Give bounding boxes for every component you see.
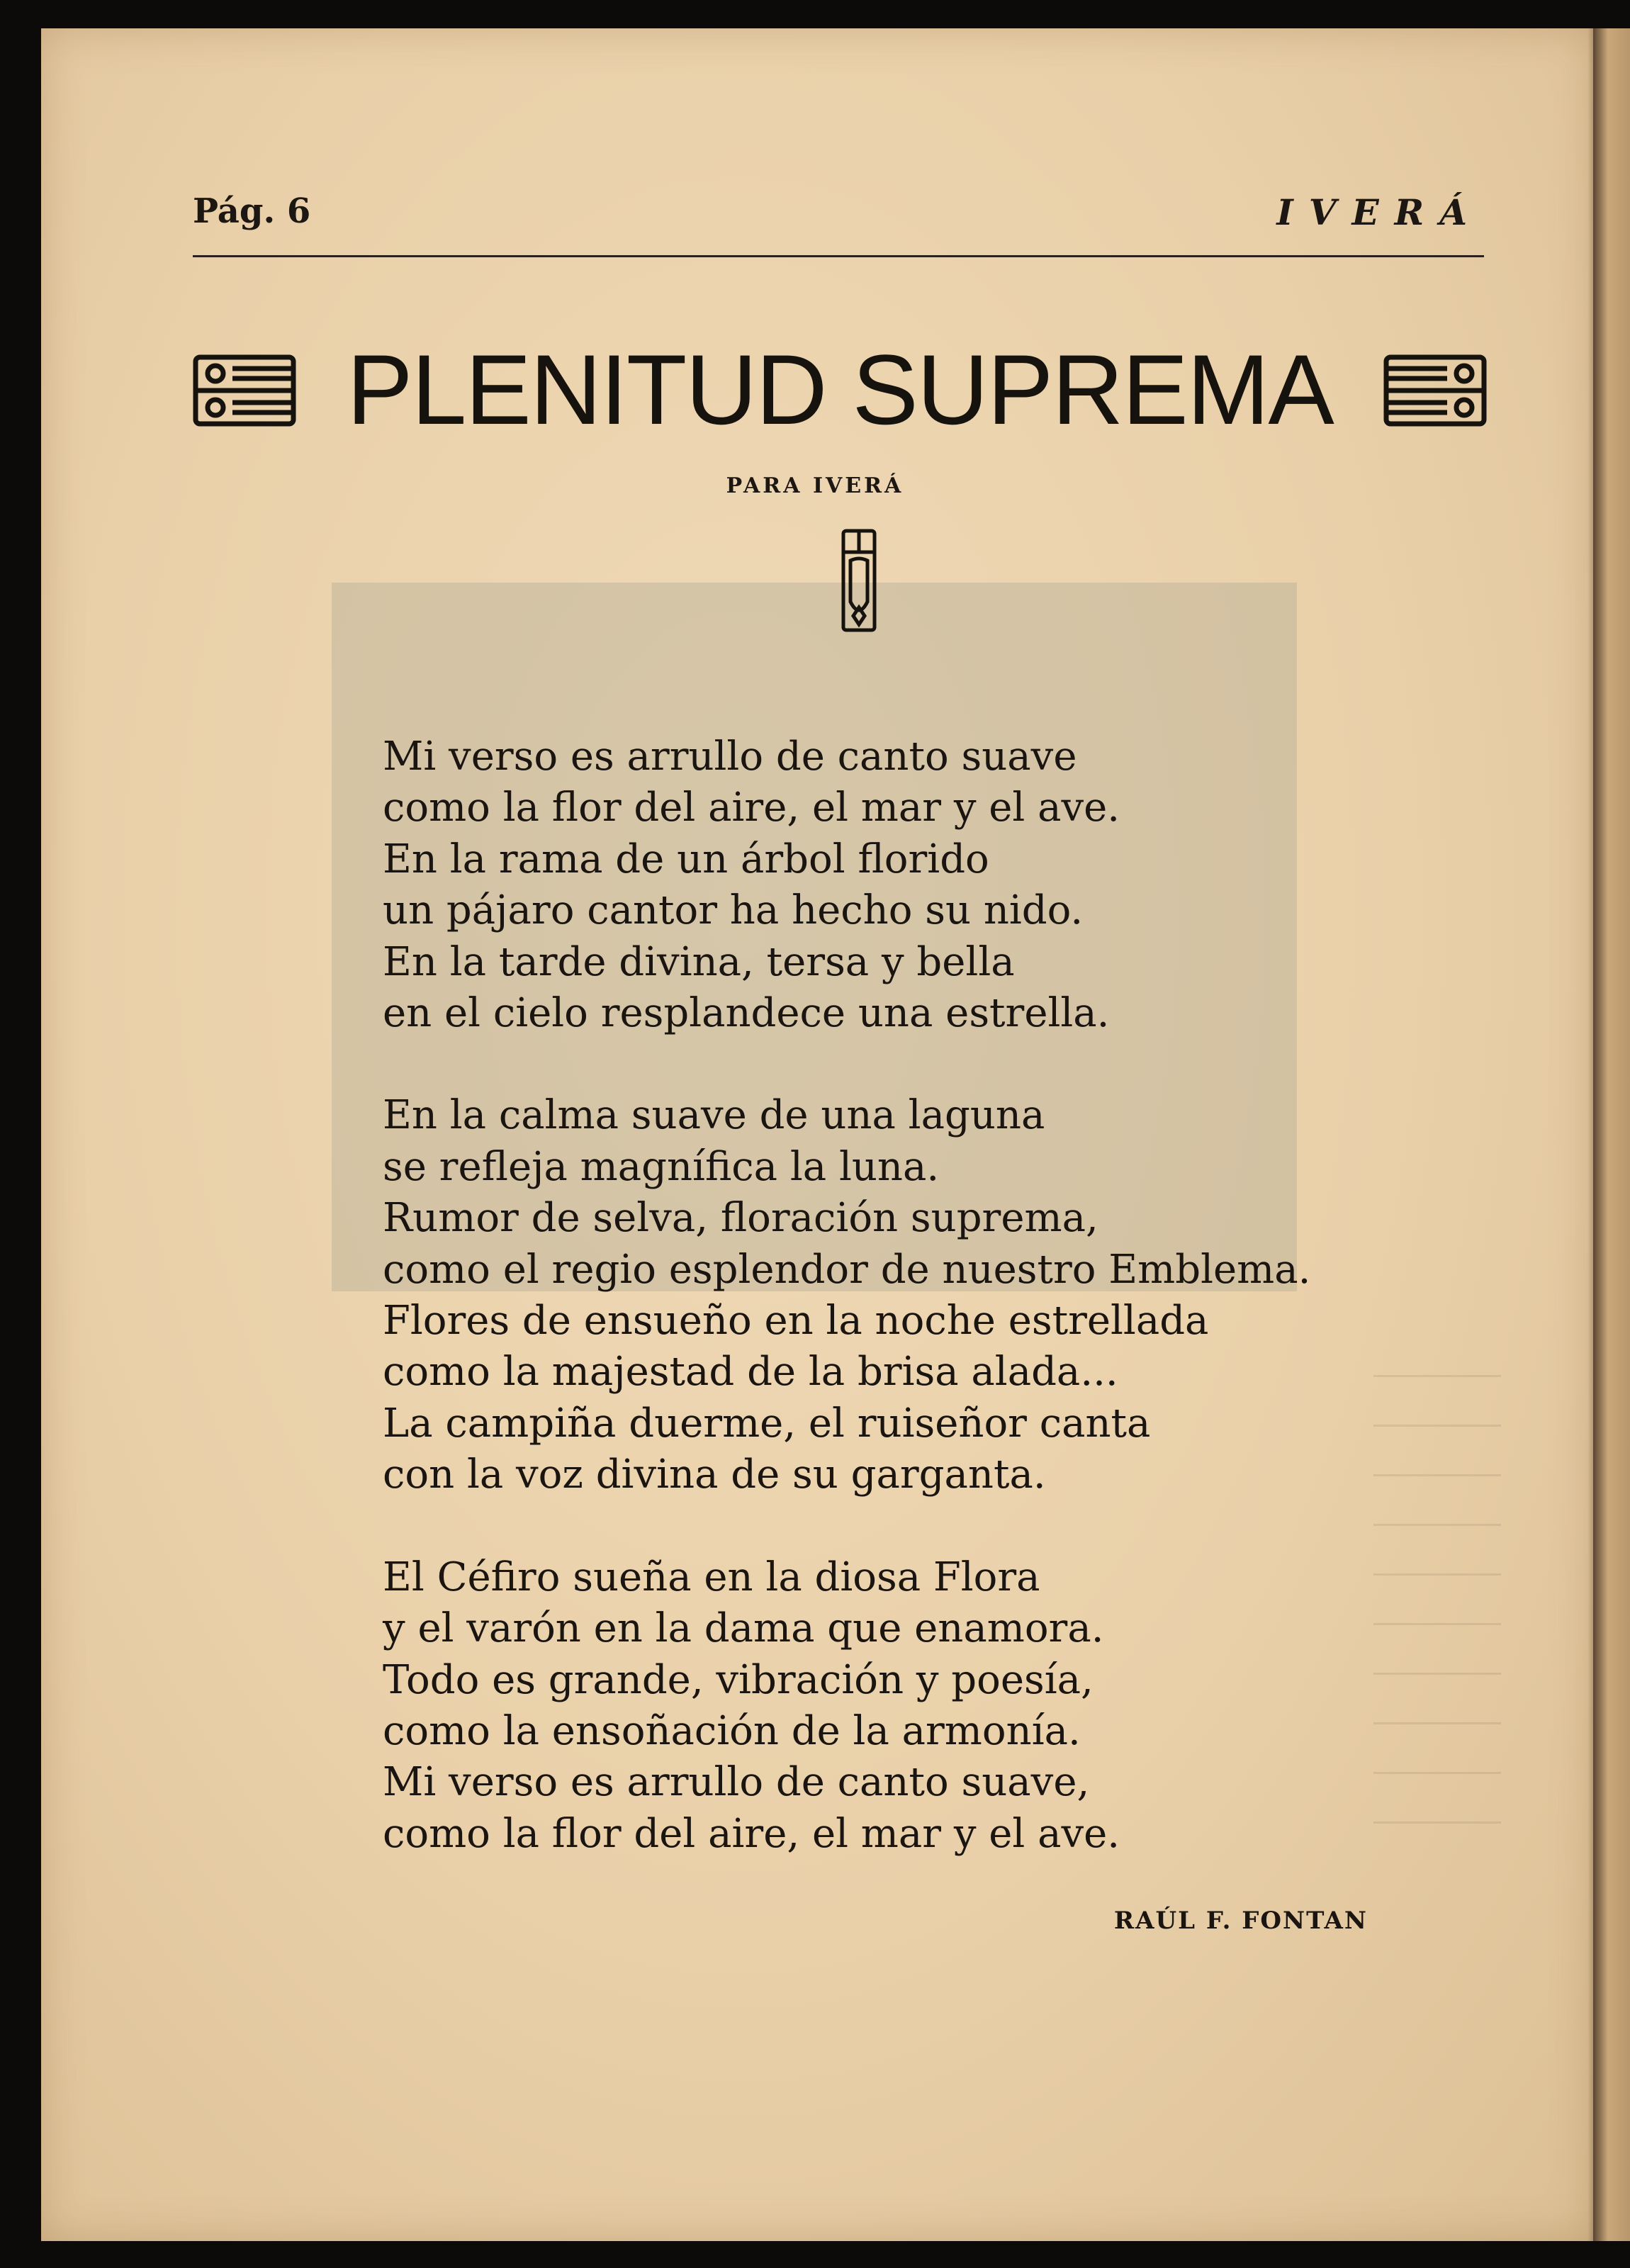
poem-line: Mi verso es arrullo de canto suave, — [383, 1759, 1090, 1806]
poem-line: como la ensoñación de la armonía. — [383, 1707, 1081, 1754]
poem-line: se refleja magnífica la luna. — [383, 1143, 940, 1190]
stanza — [383, 1552, 1446, 1860]
poem-line: como la majestad de la brisa alada... — [383, 1349, 1118, 1396]
poem-line: En la tarde divina, tersa y bella — [383, 938, 1015, 985]
poem-line: en el cielo resplandece una estrella. — [383, 990, 1110, 1037]
poem-line: Flores de ensueño en la noche estrellada — [383, 1298, 1209, 1344]
author-signature: RAÚL F. FONTAN — [1113, 1907, 1368, 1935]
poem-line: Todo es grande, vibración y poesía, — [383, 1656, 1094, 1703]
poem-line: Mi verso es arrullo de canto suave — [383, 734, 1077, 780]
header-rule — [193, 255, 1484, 257]
page-number: Pág. 6 — [193, 191, 311, 231]
poem-line: En la calma suave de una laguna — [383, 1092, 1045, 1139]
title-block — [191, 333, 1488, 447]
running-title: IVERÁ — [1276, 191, 1483, 233]
art-deco-ornament-icon — [1382, 352, 1488, 430]
poem-line: Rumor de selva, floración suprema, — [383, 1195, 1098, 1242]
poem-line: con la voz divina de su garganta. — [383, 1452, 1046, 1498]
stanza — [383, 1090, 1446, 1500]
dedication: PARA IVERÁ — [726, 473, 904, 498]
article-title: PLENITUD SUPREMA — [347, 334, 1333, 445]
poem-line: La campiña duerme, el ruiseñor canta — [383, 1400, 1151, 1447]
stanza — [383, 731, 1446, 1039]
poem-line: En la rama de un árbol florido — [383, 836, 989, 882]
poem-line: y el varón en la dama que enamora. — [383, 1605, 1104, 1652]
emblem-ornament-icon — [839, 528, 879, 634]
poem-line: como el regio esplendor de nuestro Emblema. — [383, 1246, 1311, 1293]
poem-line: El Céfiro sueña en la diosa Flora — [383, 1554, 1040, 1600]
page-header — [193, 191, 1483, 248]
poem-line: un pájaro cantor ha hecho su nido. — [383, 887, 1084, 934]
poem-body — [383, 731, 1446, 1911]
poem-line: como la flor del aire, el mar y el ave. — [383, 785, 1120, 831]
adjacent-page-edge — [1593, 28, 1630, 2241]
poem-line: como la flor del aire, el mar y el ave. — [383, 1810, 1120, 1857]
